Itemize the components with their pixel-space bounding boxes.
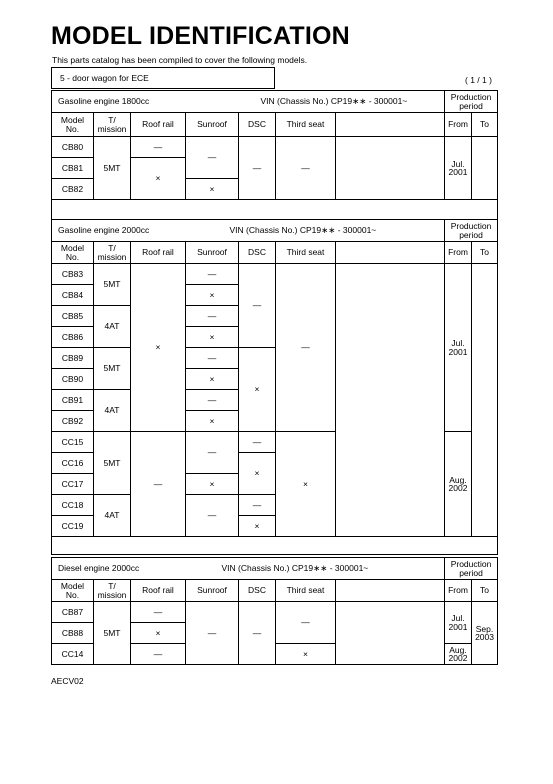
model-cell: CB80 [52,137,94,158]
vin-label: VIN (Chassis No.) CP19∗∗ - 300001~ [229,225,377,236]
cross-mark: × [186,411,239,432]
to-date [472,264,498,537]
roof-rail-header: Roof rail [131,113,186,137]
dsc-header: DSC [239,242,276,264]
vin-label: VIN (Chassis No.) CP19∗∗ - 300001~ [260,96,408,107]
dash-mark: — [186,602,239,665]
model-cell: CB87 [52,602,94,623]
model-cell: CB82 [52,179,94,200]
cross-mark: × [239,453,276,495]
blank-column [336,580,445,602]
cross-mark: × [186,474,239,495]
to-date: Sep. 2003 [472,602,498,665]
cross-mark: × [186,285,239,306]
model-cell: CB89 [52,348,94,369]
model-cell: CB88 [52,623,94,644]
model-variant-label: 5 - door wagon for ECE [51,67,275,89]
dash-mark: — [186,495,239,537]
from-date: Aug. 2002 [445,644,472,665]
dash-mark: — [186,137,239,179]
production-period-header: Production period [445,558,498,580]
dash-mark: — [276,602,336,644]
dash-mark: — [239,137,276,200]
blank-column [336,242,445,264]
transmission-cell: 5MT [94,264,131,306]
cross-mark: × [131,264,186,432]
from-header: From [445,113,472,137]
blank-cell [336,602,445,665]
sunroof-header: Sunroof [186,580,239,602]
to-header: To [472,580,498,602]
model-cell: CB91 [52,390,94,411]
cross-mark: × [186,179,239,200]
third-seat-header: Third seat [276,242,336,264]
blank-cell [336,137,445,200]
dash-mark: — [186,264,239,285]
engine-label: Diesel engine 2000cc [58,563,140,574]
dsc-header: DSC [239,113,276,137]
intro-text: This parts catalog has been compiled to cover the following models. [52,55,308,65]
transmission-cell: 5MT [94,432,131,495]
engine-label: Gasoline engine 1800cc [58,96,150,107]
model-cell: CC15 [52,432,94,453]
sunroof-header: Sunroof [186,242,239,264]
from-header: From [445,242,472,264]
transmission-cell: 5MT [94,602,131,665]
period-label: period [459,100,483,111]
dash-mark: — [186,306,239,327]
transmission-cell: 4AT [94,306,131,348]
blank-column [336,113,445,137]
blank-cell [336,264,445,537]
transmission-cell: 5MT [94,348,131,390]
from-date: Jul. 2001 [445,264,472,432]
from-date: Jul. 2001 [445,137,472,200]
cross-mark: × [186,327,239,348]
cross-mark: × [239,348,276,432]
section-1800cc-table [51,90,498,220]
dash-mark: — [239,602,276,665]
model-cell: CC18 [52,495,94,516]
from-header: From [445,580,472,602]
footer-code: AECV02 [51,676,84,686]
spacer-row [52,200,498,220]
to-header: To [472,113,498,137]
model-cell: CC14 [52,644,94,665]
production-period-header [445,91,498,113]
third-seat-header: Third seat [276,580,336,602]
production-period-header: Production period [445,220,498,242]
transmission-header: T/ mission [94,113,131,137]
model-cell: CB81 [52,158,94,179]
section-2000cc-gasoline-table [51,219,498,555]
vin-label: VIN (Chassis No.) CP19∗∗ - 300001~ [221,563,369,574]
production-label: Production [450,92,492,102]
model-no-header: Model No. [52,113,94,137]
transmission-header: T/ mission [94,242,131,264]
model-cell: CC19 [52,516,94,537]
model-cell: CB85 [52,306,94,327]
dsc-header: DSC [239,580,276,602]
dash-mark: — [276,264,336,432]
transmission-cell: 5MT [94,137,131,200]
section-header [52,220,445,242]
dash-mark: — [186,348,239,369]
model-cell: CB92 [52,411,94,432]
section-2000cc-diesel-table [51,557,498,665]
cross-mark: × [131,623,186,644]
model-cell: CB90 [52,369,94,390]
dash-mark: — [239,264,276,348]
cross-mark: × [131,158,186,200]
cross-mark: × [239,516,276,537]
cross-mark: × [276,644,336,665]
model-cell: CB84 [52,285,94,306]
model-cell: CC16 [52,453,94,474]
section-header [52,558,445,580]
cross-mark: × [276,432,336,537]
dash-mark: — [276,137,336,200]
cross-mark: × [186,369,239,390]
dash-mark: — [131,432,186,537]
transmission-cell: 4AT [94,390,131,432]
to-date [472,137,498,200]
model-no-header: Model No. [52,580,94,602]
from-date: Jul. 2001 [445,602,472,644]
dash-mark: — [131,137,186,158]
page-title: MODEL IDENTIFICATION [51,22,350,50]
dash-mark: — [186,432,239,474]
third-seat-header: Third seat [276,113,336,137]
roof-rail-header: Roof rail [131,242,186,264]
section-header [52,91,445,113]
page-number: ( 1 / 1 ) [465,75,492,85]
dash-mark: — [239,432,276,453]
transmission-cell: 4AT [94,495,131,537]
dash-mark: — [186,390,239,411]
engine-label: Gasoline engine 2000cc [58,225,150,236]
from-date: Aug. 2002 [445,432,472,537]
dash-mark: — [239,495,276,516]
sunroof-header: Sunroof [186,113,239,137]
spacer-row [52,537,498,555]
roof-rail-header: Roof rail [131,580,186,602]
dash-mark: — [131,644,186,665]
to-header: To [472,242,498,264]
dash-mark: — [131,602,186,623]
transmission-header: T/ mission [94,580,131,602]
model-cell: CC17 [52,474,94,495]
model-no-header: Model No. [52,242,94,264]
model-cell: CB86 [52,327,94,348]
model-cell: CB83 [52,264,94,285]
